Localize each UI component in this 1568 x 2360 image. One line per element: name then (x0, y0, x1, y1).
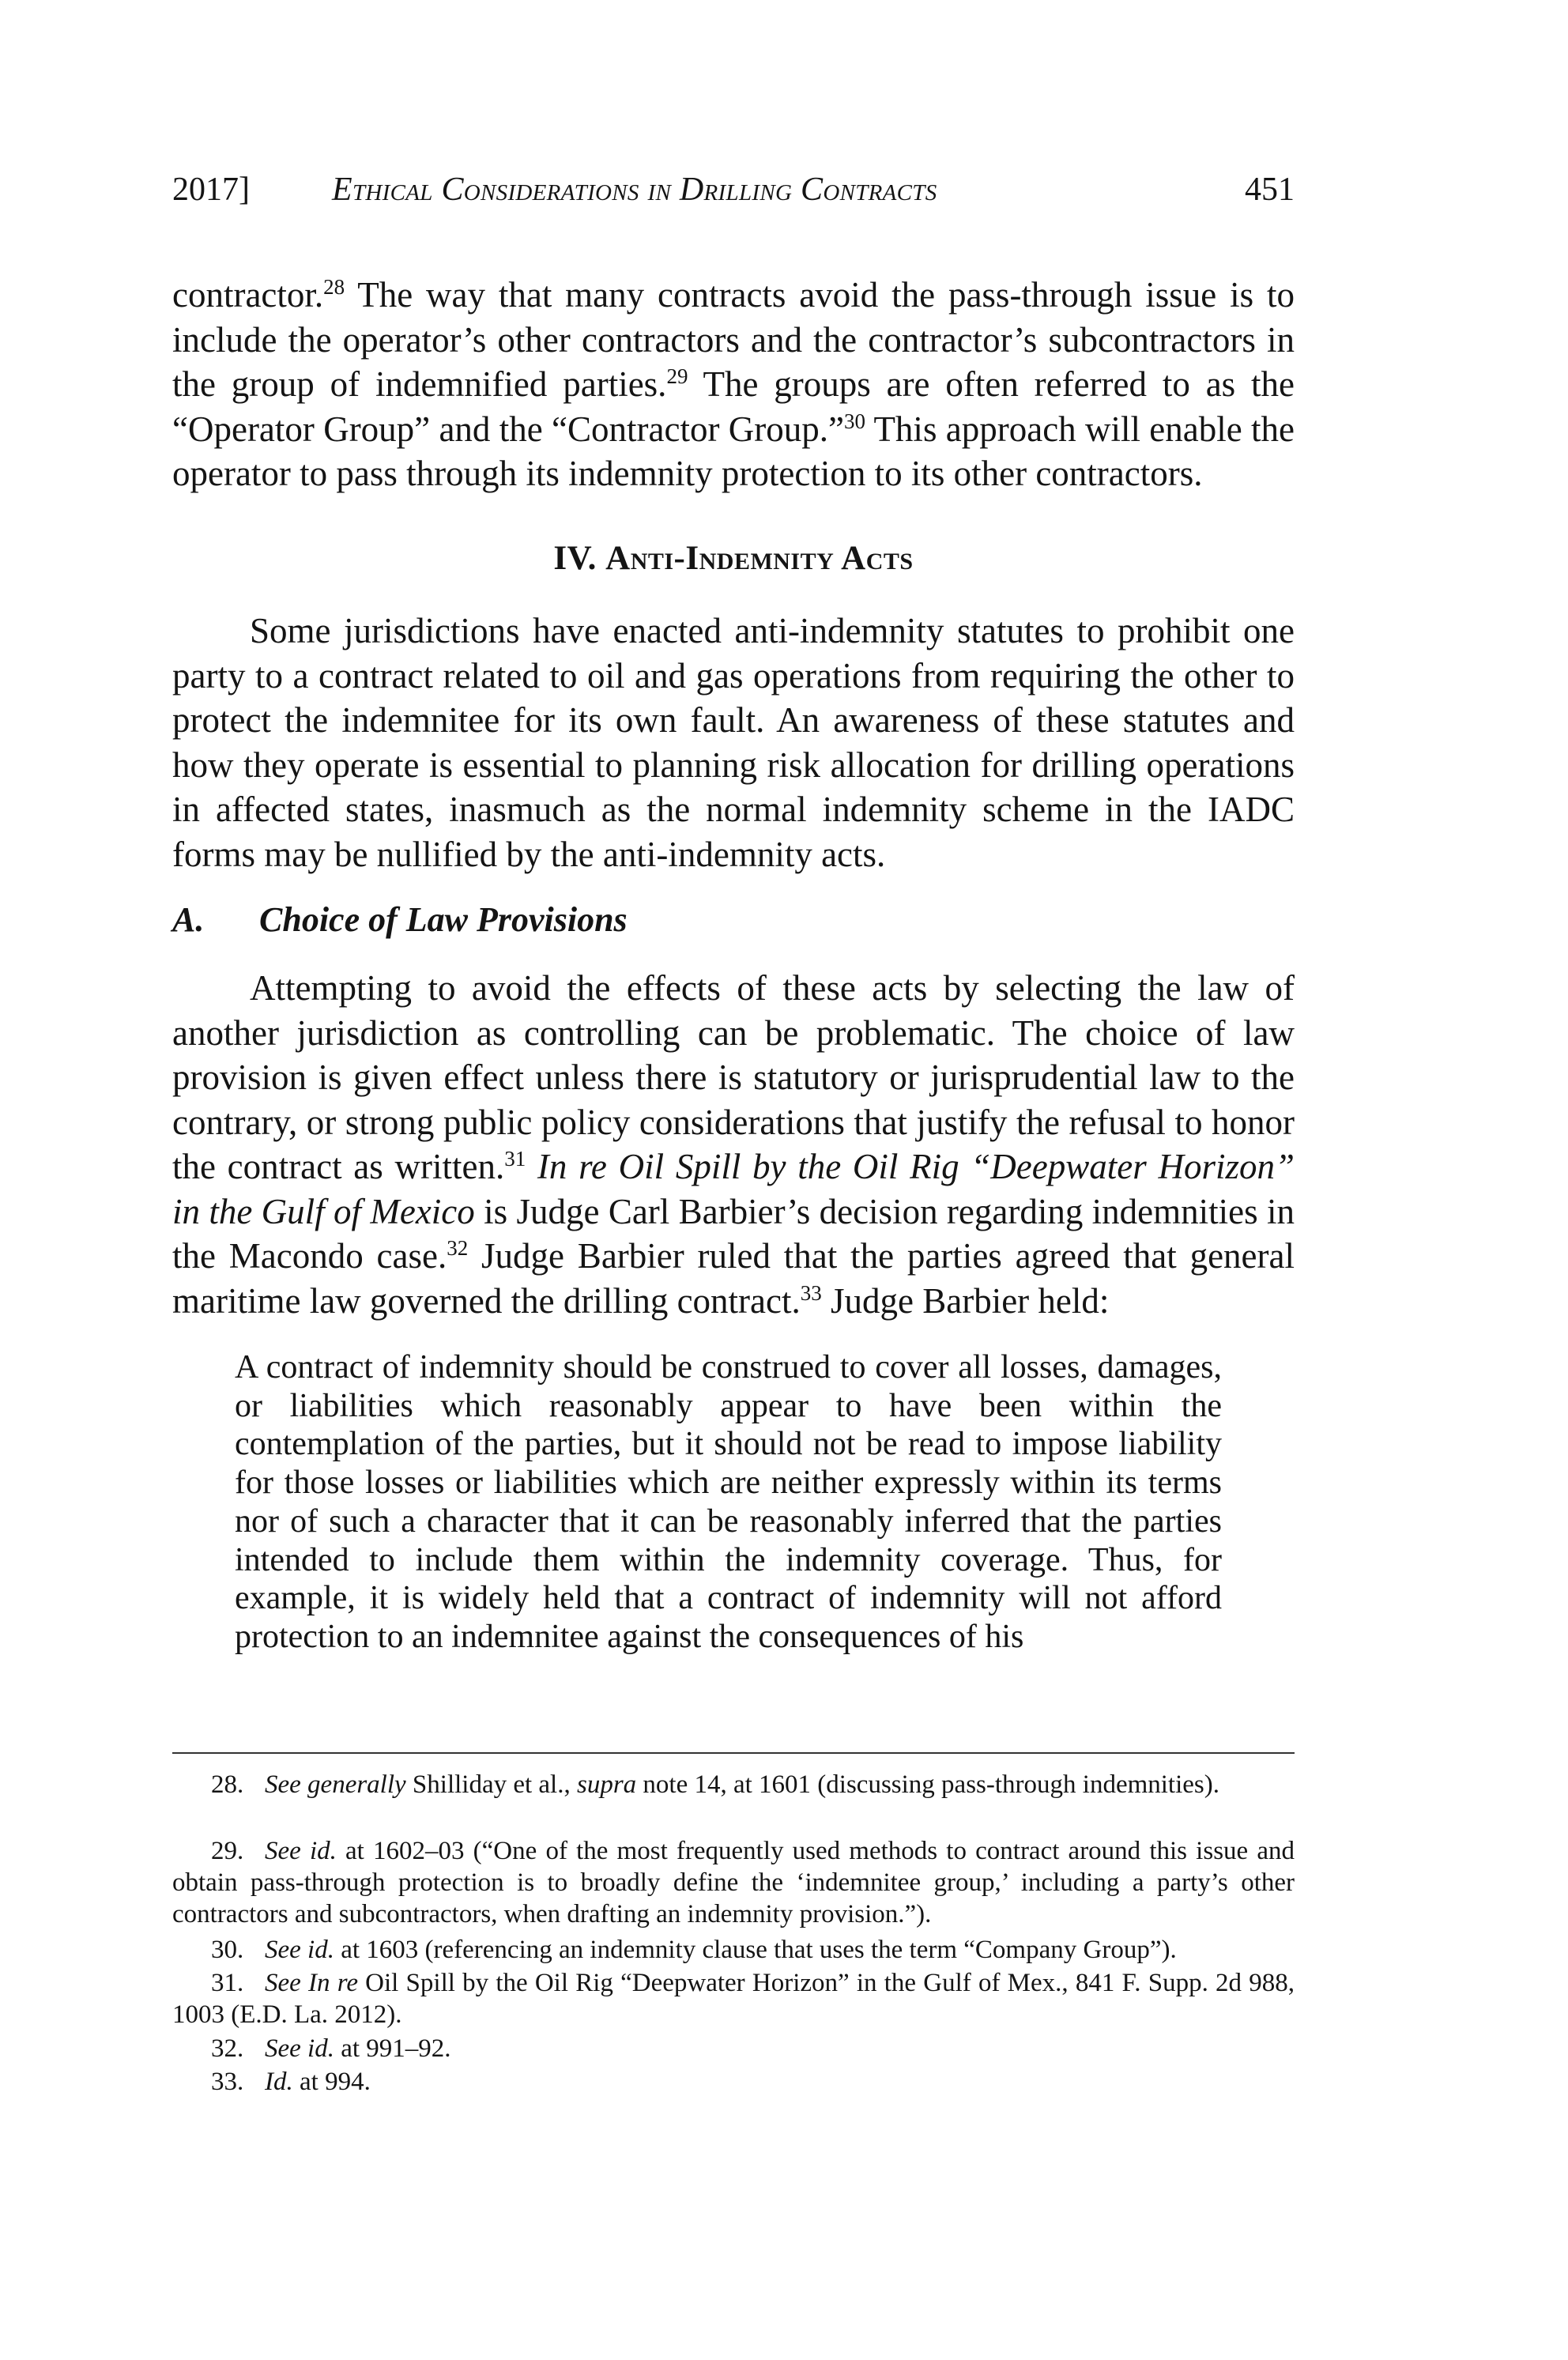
text-run: is Judge Carl Barbier’s decision regarding indemnities in the Macondo case. (172, 1191, 1295, 1276)
footnote-ref-30[interactable]: 30 (843, 409, 865, 433)
footnote-number: 33. (211, 2068, 244, 2096)
signal: Id. (265, 2068, 293, 2096)
text-run: at 994. (292, 2068, 371, 2096)
footnote-ref-33[interactable]: 33 (800, 1280, 822, 1305)
text-run: at 991–92. (334, 2034, 451, 2063)
text-run: The groups are often referred to as the “Operator Group” and the “Contractor Group.” (172, 364, 1295, 449)
section-title: Anti-Indemnity Acts (605, 540, 914, 577)
signal: See In re (265, 1969, 358, 1997)
choice-of-law-paragraph (172, 966, 1295, 1323)
footnote-number: 28. (211, 1770, 244, 1799)
footnote-ref-29[interactable]: 29 (666, 364, 688, 388)
footnote-33 (172, 2066, 1295, 2098)
footnote-ref-28[interactable]: 28 (323, 275, 345, 299)
footnote-ref-31[interactable]: 31 (504, 1147, 526, 1171)
text-run: Attempting to avoid the effects of these acts by selecting the law of another jurisdiction as controlling can be problematic. The choice of law provision is given effect unless there is statutory or jurisprudential law to the contrary, or strong public policy considerations that justify the refusal to honor the contract as written. (172, 968, 1295, 1186)
section-heading-iv (172, 539, 1295, 578)
signal: See generally (265, 1770, 406, 1799)
signal: supra (576, 1770, 637, 1799)
header-volume-year: 2017] (172, 172, 250, 208)
signal: See id. (265, 2034, 334, 2063)
signal: See id. (265, 1837, 337, 1865)
text-run: at 1603 (referencing an indemnity clause that uses the term “Company Group”). (334, 1936, 1177, 1964)
text-run: Judge Barbier held: (821, 1280, 1110, 1321)
footnote-number: 31. (211, 1969, 244, 1997)
text-run: at 1602–03 (“One of the most frequently used methods to contract around this issue and obtain pass-through protection is to broadly define the ‘indemnitee group,’ including a party’s other contractors and subcontractors, when drafting an indemnity provision.”). (172, 1837, 1295, 1928)
text-run: note 14, at 1601 (discussing pass-through indemnities). (636, 1770, 1219, 1799)
section-number: IV. (553, 540, 597, 577)
text-run: This approach will enable the operator to pass through its indemnity protection to its other contractors. (172, 409, 1295, 493)
subsection-title: Choice of Law Provisions (259, 900, 628, 939)
text-run: The way that many contracts avoid the pass-through issue is to include the operator’s other contractors and the contractor’s subcontractors in the group of indemnified parties. (172, 275, 1295, 404)
footnote-divider (172, 1752, 1295, 1754)
footnote-28 (172, 1769, 1295, 1800)
footnote-number: 32. (211, 2034, 244, 2063)
block-quote: A contract of indemnity should be construed to cover all losses, damages, or liabilities which reasonably appear to have been within the contemplation of the parties, but it should not be read to impose liability for those losses or liabilities which are neither expressly within its terms nor of such a character that it can be reasonably inferred that the parties intended to include them within the indemnity coverage. Thus, for example, it is widely held that a contract of indemnity will not afford protection to an indemnitee against the consequences of his (235, 1349, 1222, 1655)
footnote-number: 29. (211, 1837, 244, 1865)
subsection-letter: A. (172, 900, 205, 939)
text-run: Oil Spill by the Oil Rig “Deepwater Horizon” in the Gulf of Mex., 841 F. Supp. 2d 988, 1003 (E.D. La. 2012). (172, 1969, 1295, 2029)
page-number: 451 (1245, 172, 1295, 208)
subsection-heading-a (172, 899, 628, 940)
footnote-ref-32[interactable]: 32 (447, 1236, 469, 1260)
text-run: contractor. (172, 275, 324, 315)
footnote-31 (172, 1967, 1295, 2030)
text-run: Shilliday et al., (405, 1770, 577, 1799)
text-run: Judge Barbier ruled that the parties agreed that general maritime law governed the drilling contract. (172, 1236, 1295, 1321)
footnote-29 (172, 1835, 1295, 1930)
header-article-title: Ethical Considerations in Drilling Contracts (332, 172, 937, 208)
anti-indemnity-paragraph: Some jurisdictions have enacted anti-indemnity statutes to prohibit one party to a contract related to oil and gas operations from requiring the other to protect the indemnitee for its own fault. An awareness of these statutes and how they operate is essential to planning risk allocation for drilling operations in affected states, inasmuch as the normal indemnity scheme in the IADC forms may be nullified by the anti-indemnity acts. (172, 611, 1295, 874)
intro-paragraph (172, 273, 1295, 496)
footnote-number: 30. (211, 1936, 244, 1964)
case-name: In re Oil Spill by the Oil Rig “Deepwater Horizon” in the Gulf of Mexico (172, 1147, 1295, 1231)
footnote-30 (172, 1934, 1295, 1966)
signal: See id. (265, 1936, 334, 1964)
running-header (172, 155, 1295, 210)
footnote-32 (172, 2033, 1295, 2064)
